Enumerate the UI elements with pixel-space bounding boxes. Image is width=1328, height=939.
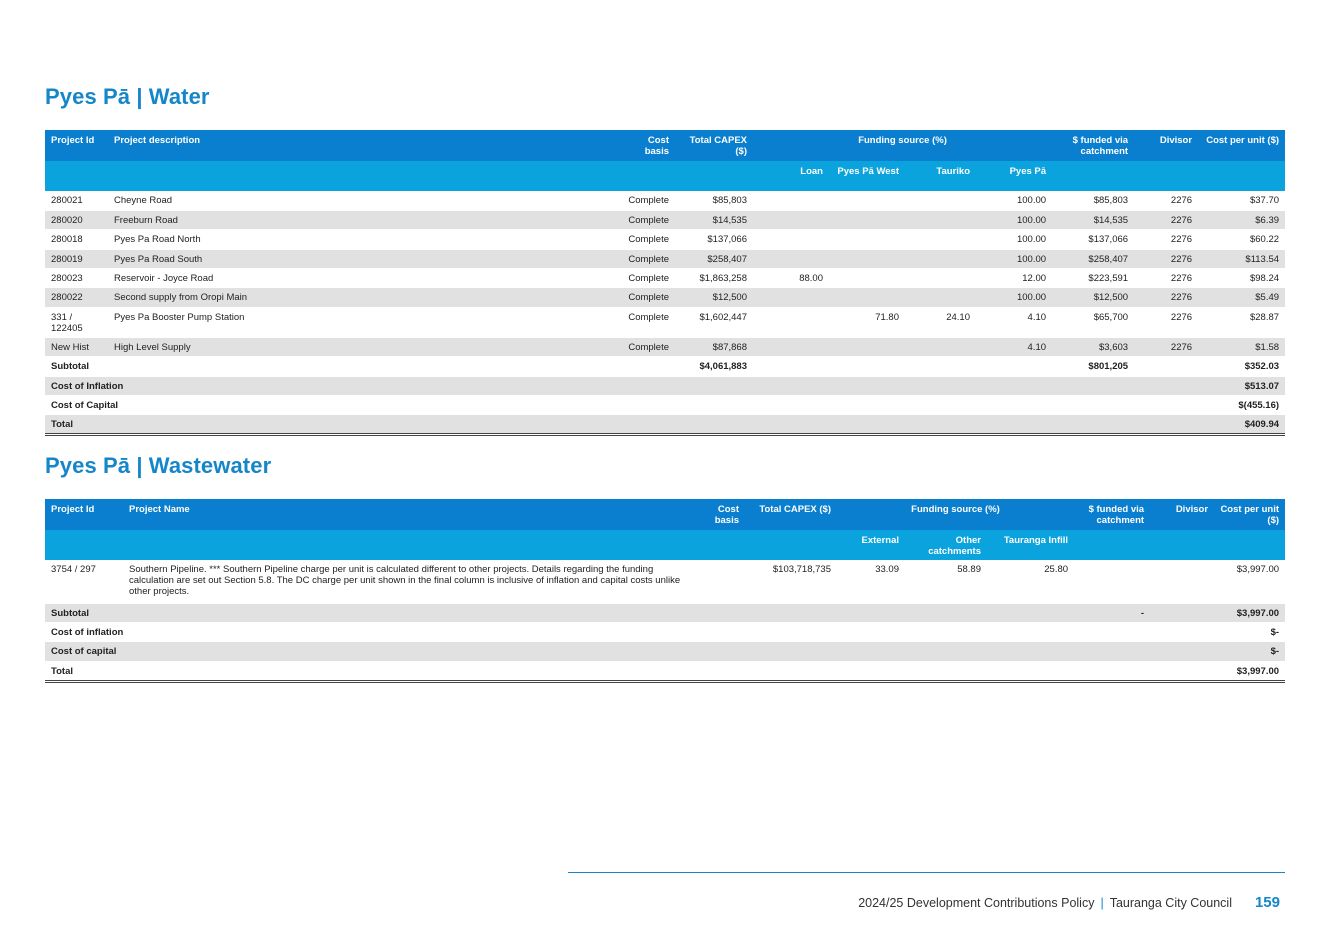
total-label: Total (45, 415, 1198, 435)
cell-tauranga-infill: 25.80 (987, 560, 1074, 603)
cell-loan (753, 337, 829, 356)
col-header-divisor: Divisor (1150, 499, 1214, 530)
cell-divisor: 2276 (1134, 191, 1198, 210)
cell-loan (753, 288, 829, 307)
subtotal-cost: $3,997.00 (1214, 603, 1285, 622)
subtotal-funded: $801,205 (1052, 357, 1134, 376)
subheader-external: External (837, 530, 905, 560)
table-row (45, 269, 1285, 288)
cell-project-id: 331 / 122405 (45, 307, 108, 337)
capital-label: Cost of Capital (45, 396, 1198, 415)
subheader-pyes-pa: Pyes Pā (976, 161, 1052, 191)
cell-description: Freeburn Road (108, 210, 619, 229)
cell-cost-basis: Complete (619, 269, 675, 288)
inflation-row (45, 376, 1285, 395)
cell-loan (753, 249, 829, 268)
col-header-project-name: Project Name (123, 499, 687, 530)
cell-pyes-pa: 100.00 (976, 288, 1052, 307)
cell-description: Cheyne Road (108, 191, 619, 210)
footer-separator: | (1100, 896, 1104, 910)
cell-cost-per-unit: $5.49 (1198, 288, 1285, 307)
cell-pyes-pa-west (829, 337, 905, 356)
cell-funded: $258,407 (1052, 249, 1134, 268)
cell-capex: $137,066 (675, 230, 753, 249)
cell-cost-per-unit: $28.87 (1198, 307, 1285, 337)
cell-divisor: 2276 (1134, 210, 1198, 229)
cell-pyes-pa-west (829, 191, 905, 210)
cell-cost-per-unit: $98.24 (1198, 269, 1285, 288)
cell-divisor: 2276 (1134, 307, 1198, 337)
cell-pyes-pa-west (829, 269, 905, 288)
cell-cost-per-unit: $6.39 (1198, 210, 1285, 229)
capital-label: Cost of capital (45, 642, 1214, 661)
cell-description: Reservoir - Joyce Road (108, 269, 619, 288)
col-header-funding-source: Funding source (%) (837, 499, 1074, 530)
cell-capex: $103,718,735 (745, 560, 837, 603)
subheader-pyes-pa-west: Pyes Pā West (829, 161, 905, 191)
table-subheader-row (45, 530, 1285, 560)
cell-description: Second supply from Oropi Main (108, 288, 619, 307)
cell-funded: $12,500 (1052, 288, 1134, 307)
col-header-cost-basis: Cost basis (687, 499, 745, 530)
cell-cost-basis: Complete (619, 288, 675, 307)
cell-loan (753, 191, 829, 210)
col-header-capex: Total CAPEX ($) (675, 130, 753, 161)
footer-org: Tauranga City Council (1109, 896, 1232, 910)
cell-description: High Level Supply (108, 337, 619, 356)
cell-cost-basis: Complete (619, 337, 675, 356)
cell-loan (753, 210, 829, 229)
footer-divider (568, 872, 1285, 873)
table-row (45, 288, 1285, 307)
cell-tauriko (905, 269, 976, 288)
cell-tauriko (905, 230, 976, 249)
cell-cost-per-unit: $1.58 (1198, 337, 1285, 356)
col-header-funded: $ funded via catchment (1052, 130, 1134, 161)
cell-pyes-pa-west (829, 230, 905, 249)
cell-divisor: 2276 (1134, 337, 1198, 356)
col-header-cost-basis: Cost basis (619, 130, 675, 161)
total-cost: $409.94 (1198, 415, 1285, 435)
cell-cost-per-unit: $60.22 (1198, 230, 1285, 249)
cell-pyes-pa: 100.00 (976, 230, 1052, 249)
cell-funded: $85,803 (1052, 191, 1134, 210)
cell-tauriko (905, 337, 976, 356)
total-cost: $3,997.00 (1214, 661, 1285, 681)
cell-description: Pyes Pa Booster Pump Station (108, 307, 619, 337)
cell-capex: $85,803 (675, 191, 753, 210)
cell-loan: 88.00 (753, 269, 829, 288)
cell-pyes-pa: 100.00 (976, 191, 1052, 210)
wastewater-section-title: Pyes Pā | Wastewater (45, 453, 272, 478)
cell-divisor: 2276 (1134, 230, 1198, 249)
cell-funded: $65,700 (1052, 307, 1134, 337)
cell-cost-per-unit: $37.70 (1198, 191, 1285, 210)
cell-other-catchments: 58.89 (905, 560, 987, 603)
col-header-funded: $ funded via catchment (1074, 499, 1150, 530)
subheader-tauranga-infill: Tauranga Infill (987, 530, 1074, 560)
cell-description: Pyes Pa Road South (108, 249, 619, 268)
table-subheader-row (45, 161, 1285, 191)
cell-loan (753, 230, 829, 249)
table-row (45, 210, 1285, 229)
total-row (45, 661, 1285, 681)
table-row (45, 560, 1285, 603)
water-projects-table (45, 130, 1285, 436)
cell-tauriko (905, 288, 976, 307)
total-row (45, 415, 1285, 435)
inflation-cost: $- (1214, 622, 1285, 641)
wastewater-projects-table (45, 499, 1285, 683)
cell-cost-per-unit: $113.54 (1198, 249, 1285, 268)
cell-capex: $12,500 (675, 288, 753, 307)
cell-description: Pyes Pa Road North (108, 230, 619, 249)
table-row (45, 337, 1285, 356)
col-header-cost-per-unit: Cost per unit ($) (1214, 499, 1285, 530)
cell-cost-basis: Complete (619, 249, 675, 268)
cell-project-id: 3754 / 297 (45, 560, 123, 603)
footer (858, 896, 1232, 910)
subtotal-cost: $352.03 (1198, 357, 1285, 376)
cell-pyes-pa: 100.00 (976, 249, 1052, 268)
cell-divisor (1150, 560, 1214, 603)
table-row (45, 230, 1285, 249)
table-row (45, 249, 1285, 268)
cell-divisor: 2276 (1134, 249, 1198, 268)
cell-cost-basis: Complete (619, 210, 675, 229)
cell-cost-basis: Complete (619, 230, 675, 249)
page-number: 159 (1254, 894, 1280, 911)
cell-tauriko: 24.10 (905, 307, 976, 337)
inflation-label: Cost of Inflation (45, 376, 1198, 395)
cell-pyes-pa-west: 71.80 (829, 307, 905, 337)
cell-project-id: 280018 (45, 230, 108, 249)
table-header-row (45, 499, 1285, 530)
capital-row (45, 642, 1285, 661)
cell-funded (1074, 560, 1150, 603)
cell-tauriko (905, 210, 976, 229)
subtotal-row (45, 603, 1285, 622)
cell-capex: $1,602,447 (675, 307, 753, 337)
col-header-cost-per-unit: Cost per unit ($) (1198, 130, 1285, 161)
col-header-capex: Total CAPEX ($) (745, 499, 837, 530)
subtotal-label: Subtotal (45, 603, 1074, 622)
col-header-funding-source: Funding source (%) (753, 130, 1052, 161)
cell-funded: $3,603 (1052, 337, 1134, 356)
col-header-divisor: Divisor (1134, 130, 1198, 161)
cell-divisor: 2276 (1134, 269, 1198, 288)
cell-project-id: 280021 (45, 191, 108, 210)
cell-pyes-pa-west (829, 249, 905, 268)
table-row (45, 307, 1285, 337)
cell-project-id: 280020 (45, 210, 108, 229)
col-header-description: Project description (108, 130, 619, 161)
cell-loan (753, 307, 829, 337)
table-row (45, 191, 1285, 210)
cell-project-id: New Hist (45, 337, 108, 356)
cell-capex: $1,863,258 (675, 269, 753, 288)
cell-external: 33.09 (837, 560, 905, 603)
water-section-title: Pyes Pā | Water (45, 84, 210, 109)
cell-capex: $87,868 (675, 337, 753, 356)
cell-funded: $137,066 (1052, 230, 1134, 249)
capital-cost: $(455.16) (1198, 396, 1285, 415)
subheader-tauriko: Tauriko (905, 161, 976, 191)
cell-cost-basis: Complete (619, 191, 675, 210)
inflation-label: Cost of inflation (45, 622, 1214, 641)
cell-tauriko (905, 191, 976, 210)
cell-pyes-pa: 100.00 (976, 210, 1052, 229)
cell-capex: $14,535 (675, 210, 753, 229)
cell-cost-basis (687, 560, 745, 603)
inflation-cost: $513.07 (1198, 376, 1285, 395)
cell-pyes-pa-west (829, 288, 905, 307)
subtotal-row (45, 357, 1285, 376)
cell-pyes-pa: 12.00 (976, 269, 1052, 288)
subtotal-funded: - (1074, 603, 1150, 622)
capital-cost: $- (1214, 642, 1285, 661)
subtotal-label: Subtotal (45, 357, 675, 376)
capital-row (45, 396, 1285, 415)
cell-divisor: 2276 (1134, 288, 1198, 307)
subtotal-capex: $4,061,883 (675, 357, 753, 376)
cell-cost-basis: Complete (619, 307, 675, 337)
cell-pyes-pa-west (829, 210, 905, 229)
cell-project-id: 280023 (45, 269, 108, 288)
cell-tauriko (905, 249, 976, 268)
col-header-project-id: Project Id (45, 499, 123, 530)
cell-funded: $14,535 (1052, 210, 1134, 229)
cell-capex: $258,407 (675, 249, 753, 268)
subheader-loan: Loan (753, 161, 829, 191)
total-label: Total (45, 661, 1214, 681)
cell-pyes-pa: 4.10 (976, 307, 1052, 337)
table-header-row (45, 130, 1285, 161)
cell-funded: $223,591 (1052, 269, 1134, 288)
cell-project-name: Southern Pipeline. *** Southern Pipeline charge per unit is calculated different to other projects. Details regarding the funding calculation are set out Section 5.8. The DC charge per unit shown in the final column is inclusive of inflation and capital costs unlike other projects. (123, 560, 687, 603)
cell-pyes-pa: 4.10 (976, 337, 1052, 356)
cell-project-id: 280019 (45, 249, 108, 268)
cell-cost-per-unit: $3,997.00 (1214, 560, 1285, 603)
inflation-row (45, 622, 1285, 641)
footer-doc-title: 2024/25 Development Contributions Policy (858, 896, 1095, 910)
col-header-project-id: Project Id (45, 130, 108, 161)
cell-project-id: 280022 (45, 288, 108, 307)
subheader-other-catchments: Other catchments (905, 530, 987, 560)
